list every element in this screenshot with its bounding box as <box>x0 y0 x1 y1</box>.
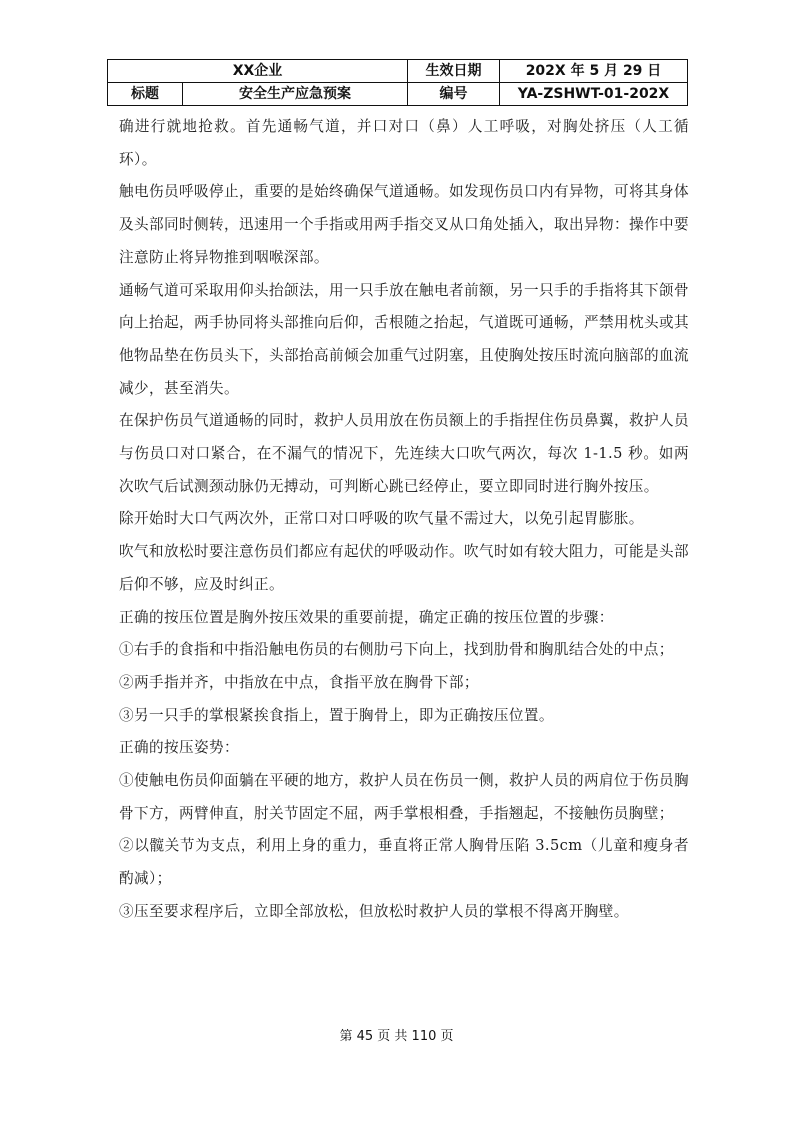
number-label: 编号 <box>408 83 500 106</box>
page-number: 第 45 页 共 110 页 <box>339 1029 454 1044</box>
paragraph: ③另一只手的掌根紧挨食指上，置于胸骨上，即为正确按压位置。 <box>119 706 554 724</box>
company-name: XX企业 <box>108 60 408 83</box>
paragraph: 吹气和放松时要注意伤员们都应有起伏的呼吸动作。吹气时如有较大阻力，可能是头部后仰不够，应及时纠正。 <box>119 543 689 593</box>
paragraph: 通畅气道可采取用仰头抬颌法，用一只手放在触电者前额，另一只手的手指将其下颌骨向上抬起，两手协同将头部推向后仰，舌根随之抬起，气道既可通畅，严禁用枕头或其他物品垫在伤员头下，头部抬高前倾会加重气过阴塞，且使胸处按压时流向脑部的血流减少，甚至消失。 <box>119 281 689 397</box>
paragraph: ①使触电伤员仰面躺在平硬的地方，救护人员在伤员一侧，救护人员的两肩位于伤员胸骨下方，两臂伸直，肘关节固定不屈，两手掌根相叠，手指翘起，不接触伤员胸壁； <box>119 772 689 822</box>
effective-date-label: 生效日期 <box>408 60 500 83</box>
paragraph: ①右手的食指和中指沿触电伤员的右侧肋弓下向上，找到肋骨和胸肌结合处的中点； <box>119 641 674 659</box>
header-row-1 <box>108 60 688 83</box>
header-row-2 <box>108 83 688 106</box>
paragraph: 确进行就地抢救。首先通畅气道，并口对口（鼻）人工呼吸，对胸处挤压（人工循环）。 <box>119 118 689 168</box>
paragraph: 除开始时大口气两次外，正常口对口呼吸的吹气量不需过大，以免引起胃膨胀。 <box>119 510 644 528</box>
document-header-table <box>107 59 688 106</box>
document-title: 安全生产应急预案 <box>183 83 408 106</box>
paragraph: 在保护伤员气道通畅的同时，救护人员用放在伤员额上的手指捏住伤员鼻翼，救护人员与伤员口对口紧合，在不漏气的情况下，先连续大口吹气两次，每次 1-1.5 秒。如两次吹气后试测颈动脉仍无搏动，可判断心跳已经停止，要立即同时进行胸外按压。 <box>119 412 689 495</box>
effective-date-value: 202X 年 5 月 29 日 <box>500 60 688 83</box>
paragraph: ③压至要求程序后，立即全部放松，但放松时救护人员的掌根不得离开胸壁。 <box>119 902 629 920</box>
paragraph: ②以髋关节为支点，利用上身的重力，垂直将正常人胸骨压陷 3.5cm（儿童和瘦身者酌减）； <box>119 837 689 888</box>
paragraph: ②两手指并齐，中指放在中点，食指平放在胸骨下部； <box>119 673 479 691</box>
title-label: 标题 <box>108 83 183 106</box>
paragraph: 正确的按压姿势： <box>119 739 239 757</box>
document-number: YA-ZSHWT-01-202X <box>500 83 688 106</box>
paragraph: 触电伤员呼吸停止，重要的是始终确保气道通畅。如发现伤员口内有异物，可将其身体及头部同时侧转，迅速用一个手指或用两手指交叉从口角处插入，取出异物：操作中要注意防止将异物推到咽喉深部。 <box>119 183 689 266</box>
body-text <box>119 111 689 929</box>
paragraph: 正确的按压位置是胸外按压效果的重要前提，确定正确的按压位置的步骤： <box>119 608 614 626</box>
